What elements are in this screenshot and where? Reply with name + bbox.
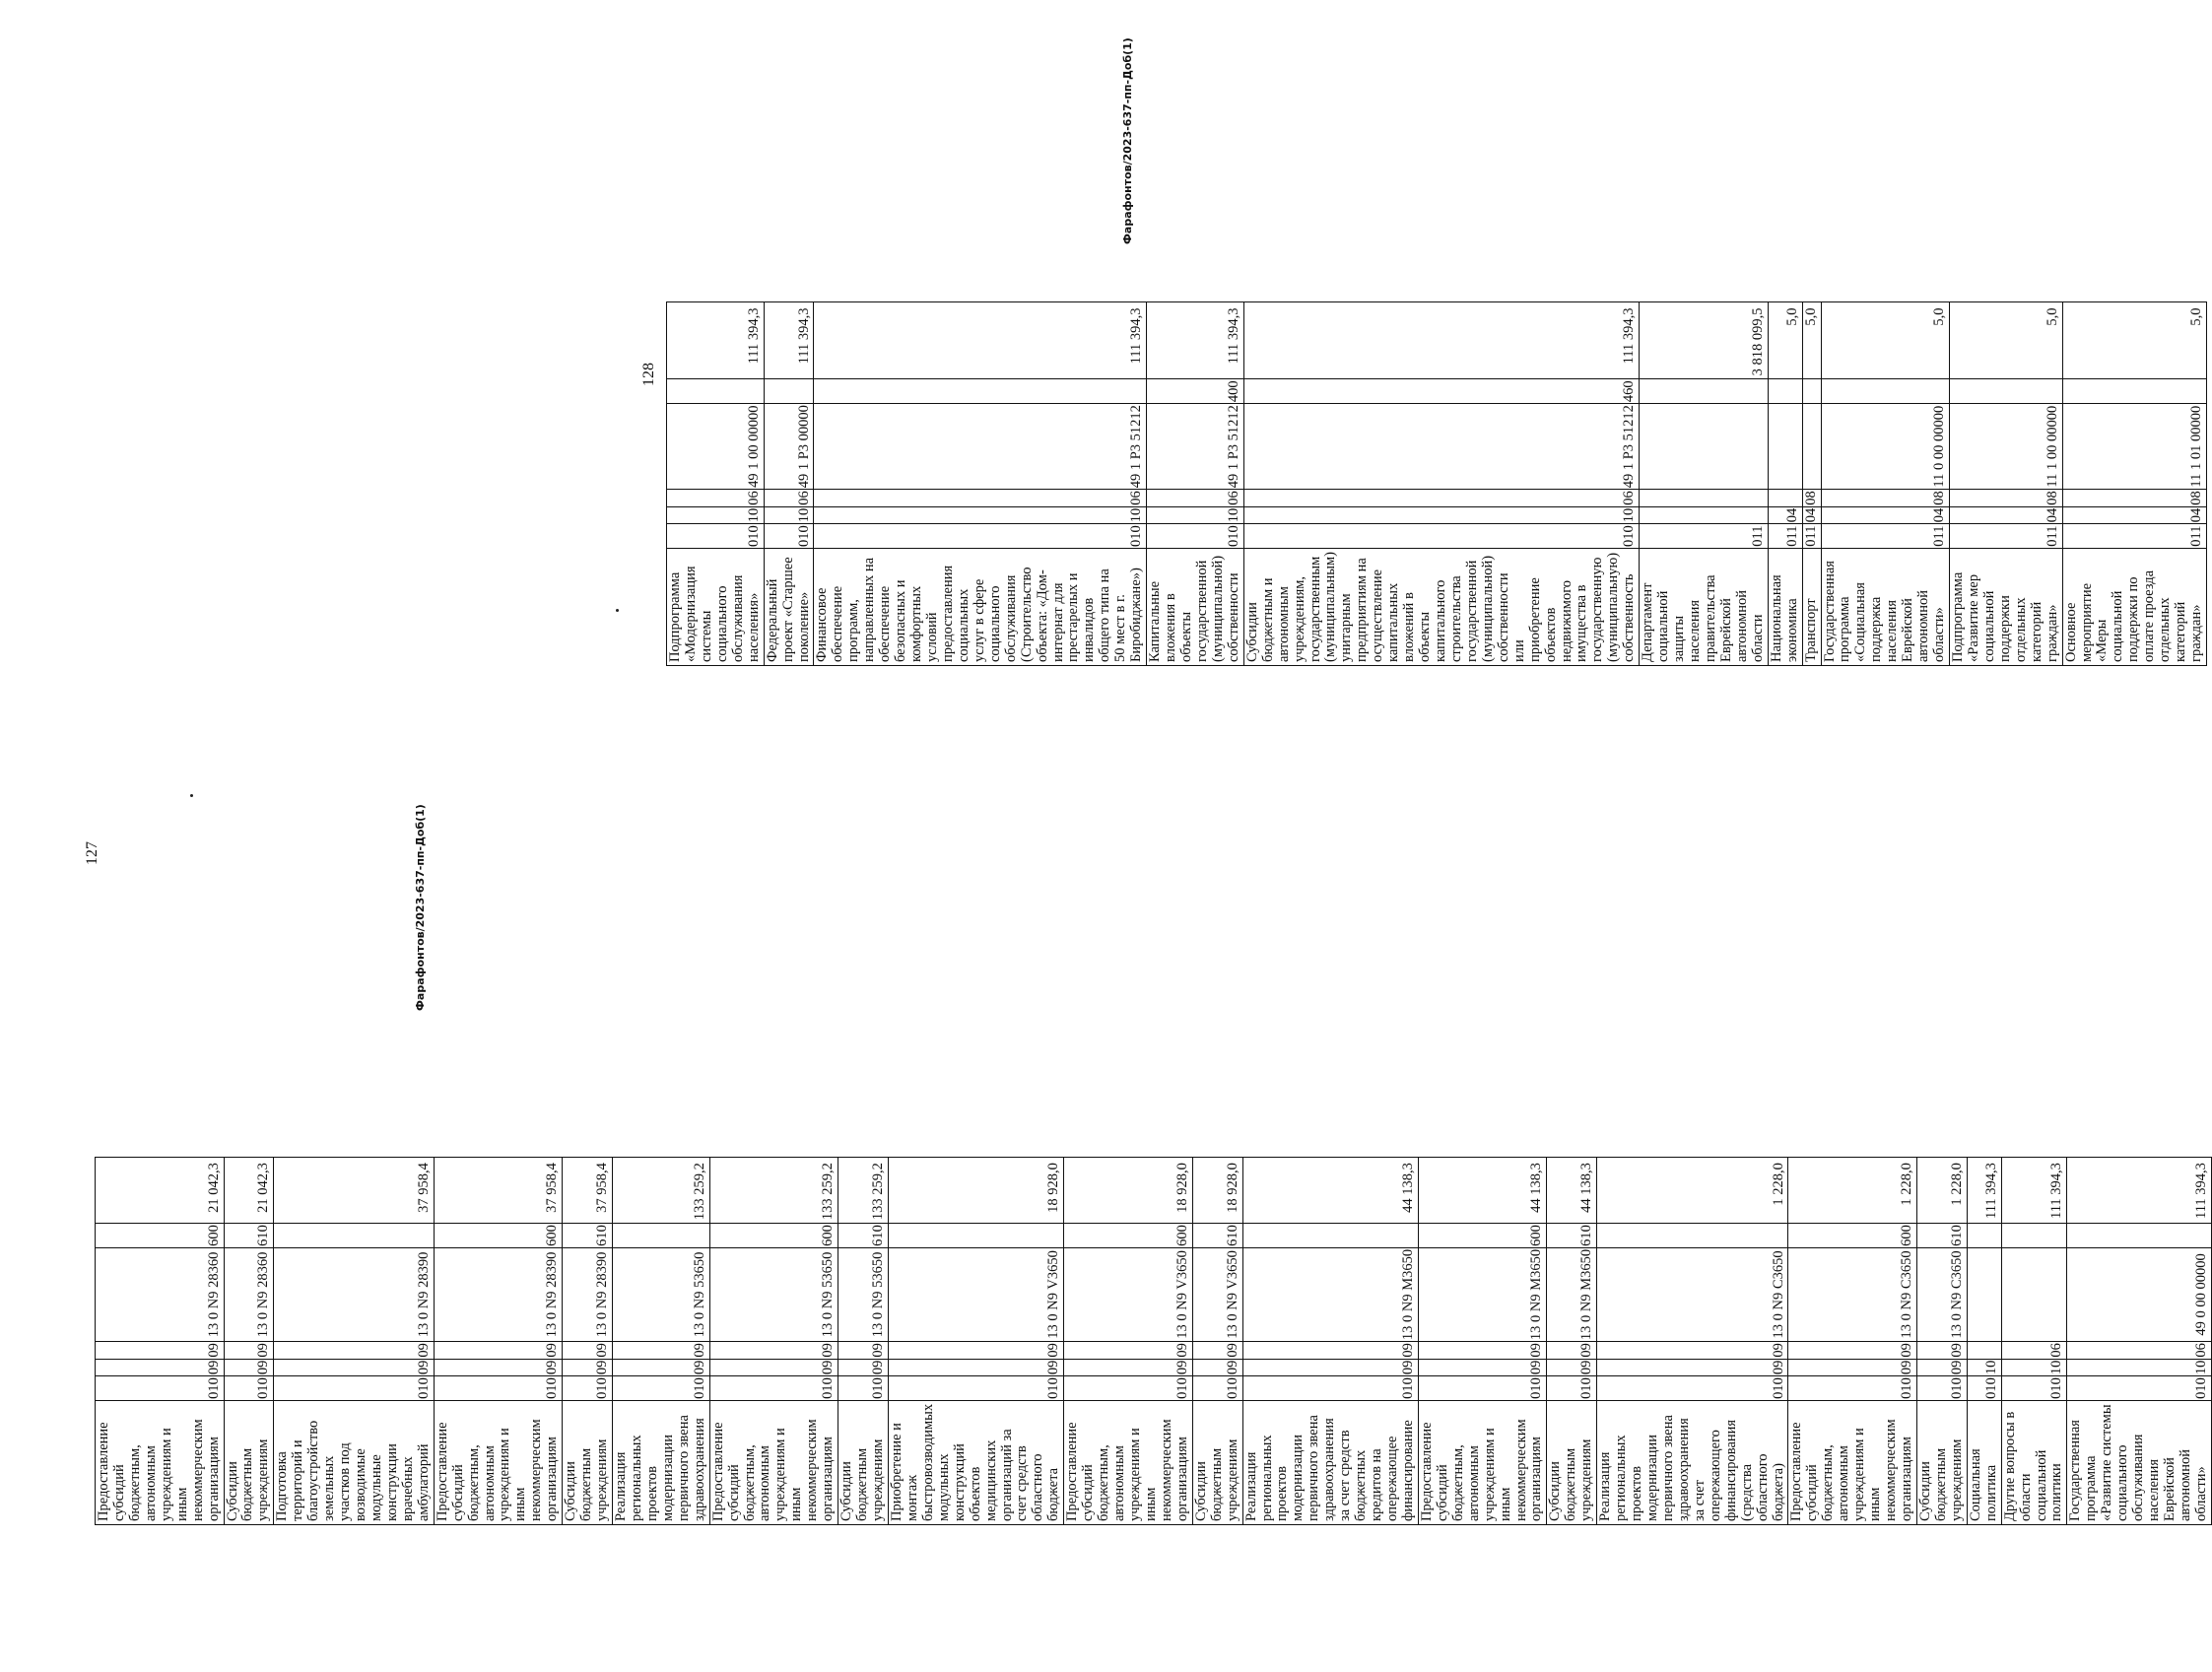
- section-code-cell: [1640, 506, 1769, 524]
- amount-cell: 37 958,4: [274, 1158, 434, 1224]
- subsection-code-cell: 09: [434, 1342, 563, 1360]
- table-row: [1242, 1158, 1418, 1525]
- subsection-code-cell: 09: [1242, 1342, 1418, 1360]
- table-row: [838, 1158, 889, 1525]
- amount-cell: 1 228,0: [1788, 1158, 1917, 1224]
- expense-type-cell: 600: [1418, 1224, 1547, 1248]
- target-article-cell: 13 0 N9 M3650: [1547, 1247, 1597, 1341]
- subsection-code-cell: [1768, 490, 1802, 507]
- page-footer-127: Фарафонтов/2023-637-пп-Доб(1): [414, 804, 427, 1011]
- section-code-cell: 04: [2062, 506, 2206, 524]
- table-row: [434, 1158, 563, 1525]
- section-code-cell: 09: [838, 1359, 889, 1376]
- expense-type-cell: [1640, 379, 1769, 404]
- target-article-cell: 49 1 P3 51212: [1243, 404, 1639, 490]
- amount-cell: 1 228,0: [1597, 1158, 1788, 1224]
- row-name-cell: Реализация региональных проектов модернизации первичного звена здравоохранения за счет средств бюджетных кредитов на опережающее финансирование: [1242, 1400, 1418, 1524]
- table-row: [1802, 302, 1821, 666]
- row-name-cell: Субсидии бюджетным и автономным учреждениям, государственным (муниципальным) унитарным предприятиям на осуществление капитальных вложений в объекты капитального строительства государственной (муниципальной) собственности или приобретение объектов недвижимого имущества в государственную (муниципальную) собственность: [1243, 549, 1639, 666]
- ved-code-cell: 011: [1768, 524, 1802, 549]
- table-row: [1788, 1158, 1917, 1525]
- subsection-code-cell: 09: [1788, 1342, 1917, 1360]
- amount-cell: 5,0: [1821, 302, 1950, 379]
- subsection-code-cell: 09: [1597, 1342, 1788, 1360]
- amount-cell: 111 394,3: [764, 302, 814, 379]
- row-name-cell: Предоставление субсидий бюджетным, автономным учреждениям и иным некоммерческим организациям: [434, 1400, 563, 1524]
- row-name-cell: Предоставление субсидий бюджетным, автономным учреждениям и иным некоммерческим организациям: [1788, 1400, 1917, 1524]
- table-row: [764, 302, 814, 666]
- section-code-cell: 04: [1802, 506, 1821, 524]
- subsection-code-cell: 09: [1064, 1342, 1193, 1360]
- ved-code-cell: 010: [888, 1376, 1063, 1401]
- section-code-cell: 09: [563, 1359, 613, 1376]
- subsection-code-cell: 09: [96, 1342, 225, 1360]
- ved-code-cell: 011: [1950, 524, 2063, 549]
- target-article-cell: 13 0 N9 28390: [434, 1247, 563, 1341]
- ved-code-cell: 010: [96, 1376, 225, 1401]
- row-name-cell: Субсидии бюджетным учреждениям: [1547, 1400, 1597, 1524]
- expense-type-cell: 610: [838, 1224, 889, 1248]
- subsection-code-cell: 09: [1192, 1342, 1242, 1360]
- section-code-cell: 09: [96, 1359, 225, 1376]
- amount-cell: 133 259,2: [709, 1158, 838, 1224]
- target-article-cell: 13 0 N9 V3650: [1064, 1247, 1193, 1341]
- expense-type-cell: 600: [1064, 1224, 1193, 1248]
- subsection-code-cell: 06: [2067, 1342, 2211, 1360]
- amount-cell: 44 138,3: [1547, 1158, 1597, 1224]
- ved-code-cell: 010: [274, 1376, 434, 1401]
- ved-code-cell: 010: [1418, 1376, 1547, 1401]
- amount-cell: 18 928,0: [1064, 1158, 1193, 1224]
- table-row: [1192, 1158, 1242, 1525]
- subsection-code-cell: 06: [667, 490, 765, 507]
- scan-speck: [190, 794, 193, 797]
- expense-type-cell: [888, 1224, 1063, 1248]
- section-code-cell: 10: [814, 506, 1147, 524]
- target-article-cell: 13 0 N9 28390: [563, 1247, 613, 1341]
- table-row: [1640, 302, 1769, 666]
- amount-cell: 1 228,0: [1916, 1158, 1967, 1224]
- expense-type-cell: 600: [434, 1224, 563, 1248]
- expense-type-cell: [2001, 1224, 2067, 1248]
- ved-code-cell: 010: [1064, 1376, 1193, 1401]
- ved-code-cell: 010: [1147, 524, 1244, 549]
- row-name-cell: Социальная политика: [1967, 1400, 2001, 1524]
- row-name-cell: Предоставление субсидий бюджетным, автономным учреждениям и иным некоммерческим организациям: [96, 1400, 225, 1524]
- row-name-cell: Приобретение и монтаж быстровозводимых модульных конструкций объектов медицинских организаций за счет средств областного бюджета: [888, 1400, 1063, 1524]
- target-article-cell: 13 0 N9 53650: [613, 1247, 710, 1341]
- ved-code-cell: 010: [1597, 1376, 1788, 1401]
- target-article-cell: 49 1 00 00000: [667, 404, 765, 490]
- ved-code-cell: 010: [764, 524, 814, 549]
- ved-code-cell: 010: [1547, 1376, 1597, 1401]
- subsection-code-cell: 09: [613, 1342, 710, 1360]
- row-name-cell: Предоставление субсидий бюджетным, автономным учреждениям и иным некоммерческим организациям: [709, 1400, 838, 1524]
- subsection-code-cell: 06: [2001, 1342, 2067, 1360]
- row-name-cell: Подготовка территорий и благоустройство земельных участков под возводимые модульные конструкции врачебных амбулаторий: [274, 1400, 434, 1524]
- target-article-cell: [1768, 404, 1802, 490]
- expense-type-cell: [1242, 1224, 1418, 1248]
- ved-code-cell: 011: [1821, 524, 1950, 549]
- section-code-cell: 09: [709, 1359, 838, 1376]
- subsection-code-cell: [1640, 490, 1769, 507]
- expense-type-cell: 610: [1192, 1224, 1242, 1248]
- row-name-cell: Предоставление субсидий бюджетным, автономным учреждениям и иным некоммерческим организациям: [1064, 1400, 1193, 1524]
- target-article-cell: [1802, 404, 1821, 490]
- expense-type-cell: 600: [1788, 1224, 1917, 1248]
- ved-code-cell: 010: [2001, 1376, 2067, 1401]
- table-row: [1147, 302, 1244, 666]
- expense-type-cell: 460: [1243, 379, 1639, 404]
- table-row: [814, 302, 1147, 666]
- subsection-code-cell: 09: [224, 1342, 274, 1360]
- amount-cell: 133 259,2: [613, 1158, 710, 1224]
- section-code-cell: 10: [2001, 1359, 2067, 1376]
- amount-cell: 111 394,3: [667, 302, 765, 379]
- ved-code-cell: 010: [1916, 1376, 1967, 1401]
- row-name-cell: Другие вопросы в области социальной политики: [2001, 1400, 2067, 1524]
- amount-cell: 133 259,2: [838, 1158, 889, 1224]
- subsection-code-cell: 09: [274, 1342, 434, 1360]
- section-code-cell: 10: [2067, 1359, 2211, 1376]
- table-row: [2001, 1158, 2067, 1525]
- target-article-cell: 49 1 P3 51212: [814, 404, 1147, 490]
- expense-type-cell: [613, 1224, 710, 1248]
- target-article-cell: [1640, 404, 1769, 490]
- expense-type-cell: [2062, 379, 2206, 404]
- expense-type-cell: 400: [1147, 379, 1244, 404]
- ved-code-cell: 010: [709, 1376, 838, 1401]
- row-name-cell: Транспорт: [1802, 549, 1821, 666]
- ved-code-cell: 010: [1967, 1376, 2001, 1401]
- target-article-cell: 49 0 00 00000: [2067, 1247, 2211, 1341]
- page-footer-128: Фарафонтов/2023-637-пп-Доб(1): [1121, 37, 1134, 244]
- subsection-code-cell: 08: [1821, 490, 1950, 507]
- budget-table-page-127: [95, 1157, 2212, 1525]
- row-name-cell: Подпрограмма «Развитие мер социальной поддержки отдельных категорий граждан»: [1950, 549, 2063, 666]
- section-code-cell: 10: [667, 506, 765, 524]
- ved-code-cell: 010: [2067, 1376, 2211, 1401]
- subsection-code-cell: 09: [1547, 1342, 1597, 1360]
- table-row: [1418, 1158, 1547, 1525]
- section-code-cell: 09: [274, 1359, 434, 1376]
- table-row: [274, 1158, 434, 1525]
- amount-cell: 111 394,3: [1967, 1158, 2001, 1224]
- ved-code-cell: 011: [2062, 524, 2206, 549]
- table-row: [1547, 1158, 1597, 1525]
- target-article-cell: 13 0 N9 28360: [224, 1247, 274, 1341]
- section-code-cell: 09: [1547, 1359, 1597, 1376]
- amount-cell: 37 958,4: [434, 1158, 563, 1224]
- expense-type-cell: [1821, 379, 1950, 404]
- section-code-cell: 09: [1916, 1359, 1967, 1376]
- table-row: [1597, 1158, 1788, 1525]
- ved-code-cell: 010: [838, 1376, 889, 1401]
- section-code-cell: 10: [1967, 1359, 2001, 1376]
- table-row: [2067, 1158, 2211, 1525]
- section-code-cell: 10: [1147, 506, 1244, 524]
- amount-cell: 18 928,0: [1192, 1158, 1242, 1224]
- target-article-cell: 13 0 N9 53650: [709, 1247, 838, 1341]
- row-name-cell: Субсидии бюджетным учреждениям: [563, 1400, 613, 1524]
- expense-type-cell: 610: [1916, 1224, 1967, 1248]
- target-article-cell: [1967, 1247, 2001, 1341]
- section-code-cell: 04: [1950, 506, 2063, 524]
- ved-code-cell: 010: [1788, 1376, 1917, 1401]
- amount-cell: 37 958,4: [563, 1158, 613, 1224]
- amount-cell: 44 138,3: [1418, 1158, 1547, 1224]
- expense-type-cell: [1597, 1224, 1788, 1248]
- target-article-cell: 13 0 N9 53650: [838, 1247, 889, 1341]
- target-article-cell: 13 0 N9 M3650: [1418, 1247, 1547, 1341]
- expense-type-cell: [814, 379, 1147, 404]
- row-name-cell: Реализация региональных проектов модернизации первичного звена здравоохранения: [613, 1400, 710, 1524]
- page-number-127: 127: [84, 841, 101, 865]
- target-article-cell: 49 1 P3 51212: [1147, 404, 1244, 490]
- row-name-cell: Подпрограмма «Модернизация системы социального обслуживания населения»: [667, 549, 765, 666]
- table-row: [667, 302, 765, 666]
- section-code-cell: 09: [224, 1359, 274, 1376]
- ved-code-cell: 010: [434, 1376, 563, 1401]
- expense-type-cell: 610: [224, 1224, 274, 1248]
- subsection-code-cell: 09: [888, 1342, 1063, 1360]
- section-code-cell: 09: [1064, 1359, 1193, 1376]
- row-name-cell: Субсидии бюджетным учреждениям: [1192, 1400, 1242, 1524]
- row-name-cell: Государственная программа «Социальная поддержка населения Еврейской автономной области»: [1821, 549, 1950, 666]
- table-row: [1064, 1158, 1193, 1525]
- budget-table-page-128: [666, 301, 2207, 666]
- section-code-cell: 09: [1242, 1359, 1418, 1376]
- scan-speck: [616, 609, 619, 612]
- ved-code-cell: 010: [563, 1376, 613, 1401]
- subsection-code-cell: 09: [1418, 1342, 1547, 1360]
- subsection-code-cell: 06: [1243, 490, 1639, 507]
- ved-code-cell: 010: [224, 1376, 274, 1401]
- amount-cell: 5,0: [2062, 302, 2206, 379]
- ved-code-cell: 011: [1640, 524, 1769, 549]
- section-code-cell: 09: [613, 1359, 710, 1376]
- section-code-cell: 10: [1243, 506, 1639, 524]
- target-article-cell: 13 0 N9 V3650: [888, 1247, 1063, 1341]
- section-code-cell: 09: [888, 1359, 1063, 1376]
- subsection-code-cell: 08: [2062, 490, 2206, 507]
- amount-cell: 111 394,3: [2001, 1158, 2067, 1224]
- target-article-cell: 49 1 P3 00000: [764, 404, 814, 490]
- subsection-code-cell: 06: [764, 490, 814, 507]
- ved-code-cell: 010: [1243, 524, 1639, 549]
- row-name-cell: Финансовое обеспечение программ, направленных на обеспечение безопасных и комфортных условий предоставления социальных услуг в сфере социального обслуживания (Строительство объекта: «Дом-интернат для престарелых и инвалидов общего типа на 50 мест в г. Биробиджане»): [814, 549, 1147, 666]
- target-article-cell: 13 0 N9 C3650: [1597, 1247, 1788, 1341]
- expense-type-cell: 600: [96, 1224, 225, 1248]
- amount-cell: 111 394,3: [814, 302, 1147, 379]
- row-name-cell: Департамент социальной защиты населения правительства Еврейской автономной области: [1640, 549, 1769, 666]
- target-article-cell: [2001, 1247, 2067, 1341]
- subsection-code-cell: 09: [838, 1342, 889, 1360]
- row-name-cell: Основное мероприятие «Меры социальной поддержки по оплате проезда отдельных категорий граждан»: [2062, 549, 2206, 666]
- section-code-cell: 09: [1418, 1359, 1547, 1376]
- amount-cell: 18 928,0: [888, 1158, 1063, 1224]
- table-row: [1967, 1158, 2001, 1525]
- table-row: [224, 1158, 274, 1525]
- row-name-cell: Субсидии бюджетным учреждениям: [838, 1400, 889, 1524]
- page-number-128: 128: [640, 363, 657, 386]
- subsection-code-cell: 08: [1802, 490, 1821, 507]
- row-name-cell: Предоставление субсидий бюджетным, автономным учреждениям и иным некоммерческим организациям: [1418, 1400, 1547, 1524]
- target-article-cell: 13 0 N9 C3650: [1916, 1247, 1967, 1341]
- subsection-code-cell: 09: [709, 1342, 838, 1360]
- table-row: [1768, 302, 1802, 666]
- target-article-cell: 13 0 N9 V3650: [1192, 1247, 1242, 1341]
- row-name-cell: Капитальные вложения в объекты государственной (муниципальной) собственности: [1147, 549, 1244, 666]
- expense-type-cell: 610: [1547, 1224, 1597, 1248]
- table-row: [1821, 302, 1950, 666]
- expense-type-cell: 600: [709, 1224, 838, 1248]
- subsection-code-cell: [1967, 1342, 2001, 1360]
- subsection-code-cell: 09: [563, 1342, 613, 1360]
- table-row: [1916, 1158, 1967, 1525]
- table-row: [1243, 302, 1639, 666]
- section-code-cell: 09: [1597, 1359, 1788, 1376]
- row-name-cell: Субсидии бюджетным учреждениям: [224, 1400, 274, 1524]
- table-row: [2062, 302, 2206, 666]
- target-article-cell: 11 1 00 00000: [1950, 404, 2063, 490]
- amount-cell: 5,0: [1950, 302, 2063, 379]
- row-name-cell: Национальная экономика: [1768, 549, 1802, 666]
- ved-code-cell: 011: [1802, 524, 1821, 549]
- expense-type-cell: 610: [563, 1224, 613, 1248]
- ved-code-cell: 010: [667, 524, 765, 549]
- expense-type-cell: [1967, 1224, 2001, 1248]
- section-code-cell: 09: [1788, 1359, 1917, 1376]
- section-code-cell: 04: [1768, 506, 1802, 524]
- amount-cell: 3 818 099,5: [1640, 302, 1769, 379]
- amount-cell: 21 042,3: [224, 1158, 274, 1224]
- row-name-cell: Федеральный проект «Старшее поколение»: [764, 549, 814, 666]
- subsection-code-cell: 09: [1916, 1342, 1967, 1360]
- table-row: [613, 1158, 710, 1525]
- target-article-cell: 13 0 N9 28390: [274, 1247, 434, 1341]
- amount-cell: 21 042,3: [96, 1158, 225, 1224]
- section-code-cell: 10: [764, 506, 814, 524]
- ved-code-cell: 010: [613, 1376, 710, 1401]
- row-name-cell: Субсидии бюджетным учреждениям: [1916, 1400, 1967, 1524]
- target-article-cell: 13 0 N9 28360: [96, 1247, 225, 1341]
- ved-code-cell: 010: [1192, 1376, 1242, 1401]
- amount-cell: 111 394,3: [1147, 302, 1244, 379]
- subsection-code-cell: 06: [1147, 490, 1244, 507]
- subsection-code-cell: 08: [1950, 490, 2063, 507]
- target-article-cell: 13 0 N9 C3650: [1788, 1247, 1917, 1341]
- section-code-cell: 09: [434, 1359, 563, 1376]
- amount-cell: 5,0: [1768, 302, 1802, 379]
- section-code-cell: 04: [1821, 506, 1950, 524]
- amount-cell: 5,0: [1802, 302, 1821, 379]
- ved-code-cell: 010: [1242, 1376, 1418, 1401]
- table-row: [96, 1158, 225, 1525]
- target-article-cell: 11 0 00 00000: [1821, 404, 1950, 490]
- row-name-cell: Государственная программа «Развитие системы социального обслуживания населения Еврейской автономной области»: [2067, 1400, 2211, 1524]
- expense-type-cell: [667, 379, 765, 404]
- ved-code-cell: 010: [814, 524, 1147, 549]
- expense-type-cell: [1768, 379, 1802, 404]
- table-row: [1950, 302, 2063, 666]
- row-name-cell: Реализация региональных проектов модернизации первичного звена здравоохранения за счет опережающего финансирования (средства областного бюджета): [1597, 1400, 1788, 1524]
- amount-cell: 111 394,3: [2067, 1158, 2211, 1224]
- subsection-code-cell: 06: [814, 490, 1147, 507]
- expense-type-cell: [1950, 379, 2063, 404]
- expense-type-cell: [1802, 379, 1821, 404]
- expense-type-cell: [764, 379, 814, 404]
- amount-cell: 111 394,3: [1243, 302, 1639, 379]
- expense-type-cell: [2067, 1224, 2211, 1248]
- amount-cell: 44 138,3: [1242, 1158, 1418, 1224]
- table-row: [888, 1158, 1063, 1525]
- table-row: [563, 1158, 613, 1525]
- expense-type-cell: [274, 1224, 434, 1248]
- target-article-cell: 13 0 N9 M3650: [1242, 1247, 1418, 1341]
- target-article-cell: 11 1 01 00000: [2062, 404, 2206, 490]
- table-row: [709, 1158, 838, 1525]
- section-code-cell: 09: [1192, 1359, 1242, 1376]
